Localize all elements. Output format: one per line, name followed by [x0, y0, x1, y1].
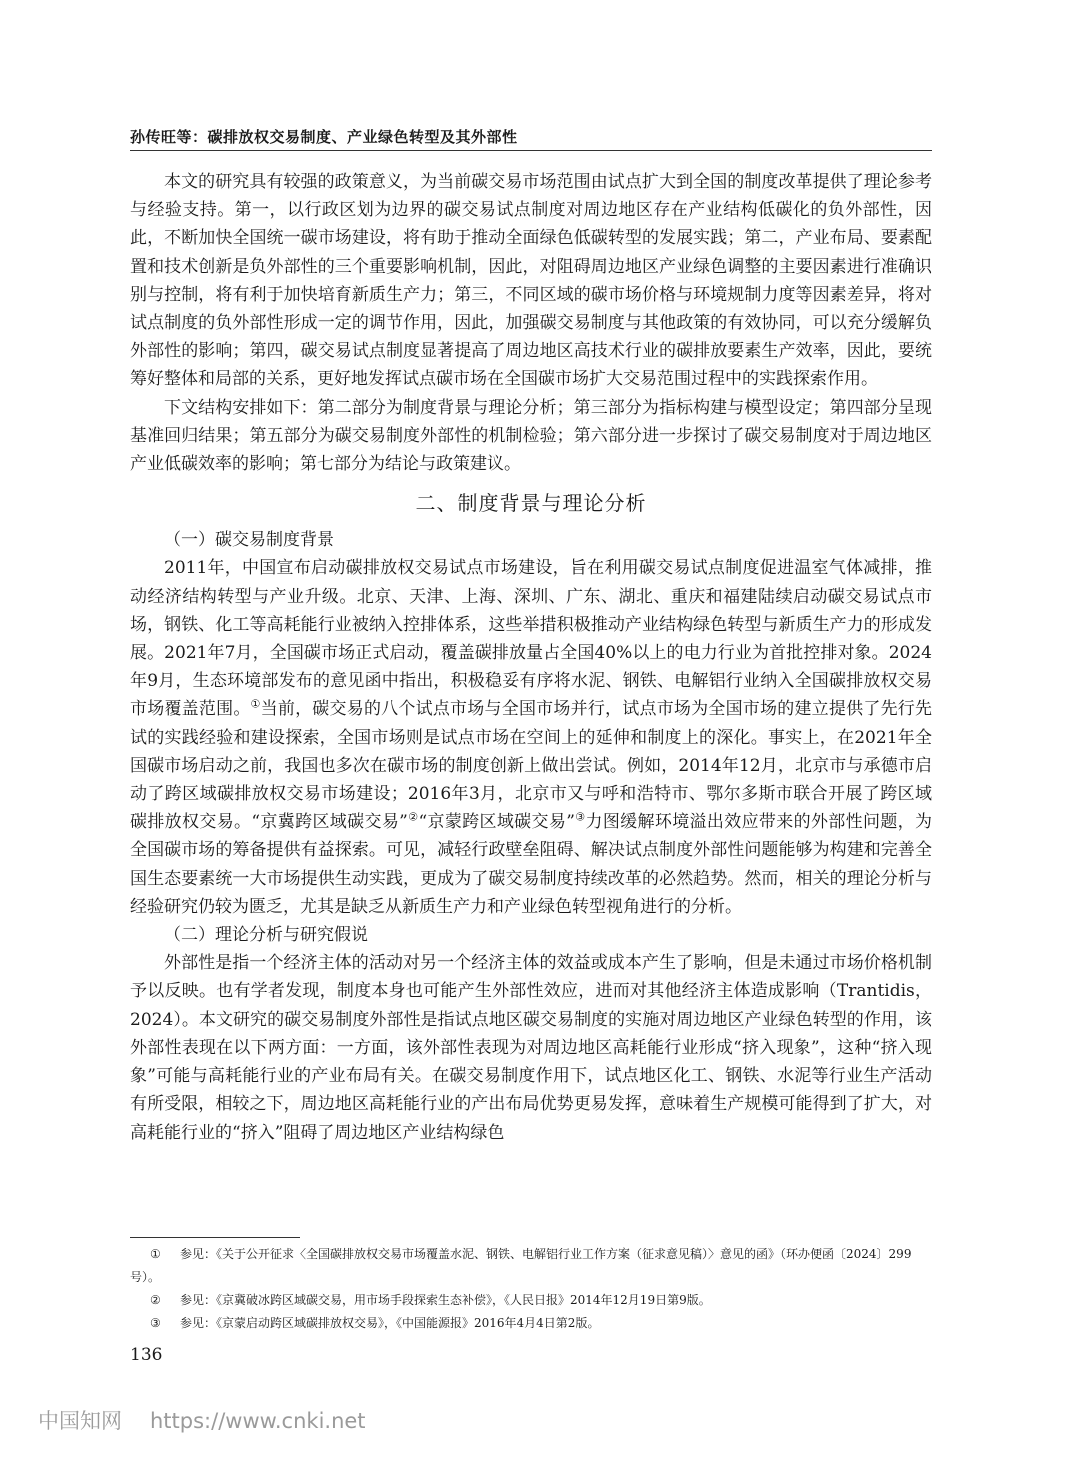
footnote-marker: ①: [150, 1247, 161, 1261]
paragraph-text: 当前，碳交易的八个试点市场与全国市场并行，试点市场为全国市场的建立提供了先行先试的实践经验和建设探索，全国市场则是试点市场在空间上的延伸和制度上的深化。事实上，在2021年全国碳市场启动之前，我国也多次在碳市场的制度创新上做出尝试。例如，2014年12月，北京市与承德市启动了跨区域碳排放权交易市场建设；2016年3月，北京市又与呼和浩特市、鄂尔多斯市联合开展了跨区域碳排放权交易。“京冀跨区域碳交易”: [130, 699, 933, 833]
paragraph-background: [130, 554, 932, 921]
footnote-ref-2[interactable]: ②: [407, 810, 419, 824]
footnote-3: [130, 1312, 932, 1335]
header-divider: [130, 150, 932, 151]
section-heading: 二、制度背景与理论分析: [415, 491, 647, 516]
paragraph-text: “京蒙跨区域碳交易”: [418, 812, 575, 833]
paragraph-policy-significance: 本文的研究具有较强的政策意义，为当前碳交易市场范围由试点扩大到全国的制度改革提供了理论参考与经验支持。第一，以行政区划为边界的碳交易试点制度对周边地区存在产业结构低碳化的负外部性，因此，不断加快全国统一碳市场建设，将有助于推动全面绿色低碳转型的发展实践；第二，产业布局、要素配置和技术创新是负外部性的三个重要影响机制，因此，对阻碍周边地区产业绿色调整的主要因素进行准确识别与控制，将有利于加快培育新质生产力；第三，不同区域的碳市场价格与环境规制力度等因素差异，将对试点制度的负外部性形成一定的调节作用，因此，加强碳交易制度与其他政策的有效协同，可以充分缓解负外部性的影响；第四，碳交易试点制度显著提高了周边地区高技术行业的碳排放要素生产效率，因此，要统筹好整体和局部的关系，更好地发挥试点碳市场在全国碳市场扩大交易范围过程中的实践探索作用。: [130, 172, 932, 390]
subsection-heading-theory: （二）理论分析与研究假说: [164, 925, 368, 946]
footnotes: [130, 1243, 932, 1335]
paragraph-text: 2011年，中国宣布启动碳排放权交易试点市场建设，旨在利用碳交易试点制度促进温室气体减排，推动经济结构转型与产业升级。北京、天津、上海、深圳、广东、湖北、重庆和福建陆续启动碳交易试点市场，钢铁、化工等高耗能行业被纳入控排体系，这些举措积极推动产业结构绿色转型与新质生产力的形成发展。2021年7月，全国碳市场正式启动，覆盖碳排放量占全国40%以上的电力行业为首批控排对象。2024年9月，生态环境部发布的意见函中指出，积极稳妥有序将水泥、钢铁、电解铝行业纳入全国碳排放权交易市场覆盖范围。: [130, 558, 932, 720]
footnote-marker: ②: [150, 1293, 161, 1307]
footnote-2: [130, 1289, 932, 1312]
footnote-text: 参见：《京冀破冰跨区域碳交易，用市场手段探索生态补偿》，《人民日报》2014年12月19日第9版。: [180, 1293, 711, 1307]
cnki-watermark: [38, 1405, 366, 1435]
footnote-1: [130, 1243, 932, 1289]
paragraph-structure: 下文结构安排如下：第二部分为制度背景与理论分析；第三部分为指标构建与模型设定；第四部分呈现基准回归结果；第五部分为碳交易制度外部性的机制检验；第六部分进一步探讨了碳交易制度对于周边地区产业低碳效率的影响；第七部分为结论与政策建议。: [130, 397, 932, 475]
footnote-ref-3[interactable]: ③: [574, 810, 586, 824]
running-header: 孙传旺等：碳排放权交易制度、产业绿色转型及其外部性: [130, 128, 518, 146]
footnote-text: 参见：《关于公开征求〈全国碳排放权交易市场覆盖水泥、钢铁、电解铝行业工作方案（征求意见稿）〉意见的函》（环办便函〔2024〕299号）。: [130, 1247, 912, 1284]
paragraph-text: 力图缓解环境溢出效应带来的外部性问题，为全国碳市场的筹备提供有益探索。可见，减轻行政壁垒阻碍、解决试点制度外部性问题能够为构建和完善全国生态要素统一大市场提供生动实践，更成为了碳交易制度持续改革的必然趋势。然而，相关的理论分析与经验研究仍较为匮乏，尤其是缺乏从新质生产力和产业绿色转型视角进行的分析。: [130, 812, 933, 917]
paragraph-theory: 外部性是指一个经济主体的活动对另一个经济主体的效益或成本产生了影响，但是未通过市场价格机制予以反映。也有学者发现，制度本身也可能产生外部性效应，进而对其他经济主体造成影响（Trantidis，2024）。本文研究的碳交易制度外部性是指试点地区碳交易制度的实施对周边地区产业绿色转型的作用，该外部性表现在以下两方面：一方面，该外部性表现为对周边地区高耗能行业形成“挤入现象”，这种“挤入现象”可能与高耗能行业的产业布局有关。在碳交易制度作用下，试点地区化工、钢铁、水泥等行业生产活动有所受限，相较之下，周边地区高耗能行业的产出布局优势更易发挥，意味着生产规模可能得到了扩大，对高耗能行业的“挤入”阻碍了周边地区产业结构绿色: [130, 953, 932, 1143]
footnote-text: 参见：《京蒙启动跨区域碳排放权交易》，《中国能源报》2016年4月4日第2版。: [180, 1316, 600, 1330]
page-number: 136: [130, 1345, 163, 1365]
footnote-ref-1[interactable]: ①: [250, 697, 261, 711]
subsection-heading-background: （一）碳交易制度背景: [164, 530, 334, 551]
watermark-url[interactable]: https://www.cnki.net: [150, 1409, 366, 1433]
footnote-divider: [130, 1237, 300, 1238]
watermark-brand: 中国知网: [38, 1409, 122, 1433]
article-body: [130, 168, 932, 1147]
footnote-marker: ③: [150, 1316, 161, 1330]
